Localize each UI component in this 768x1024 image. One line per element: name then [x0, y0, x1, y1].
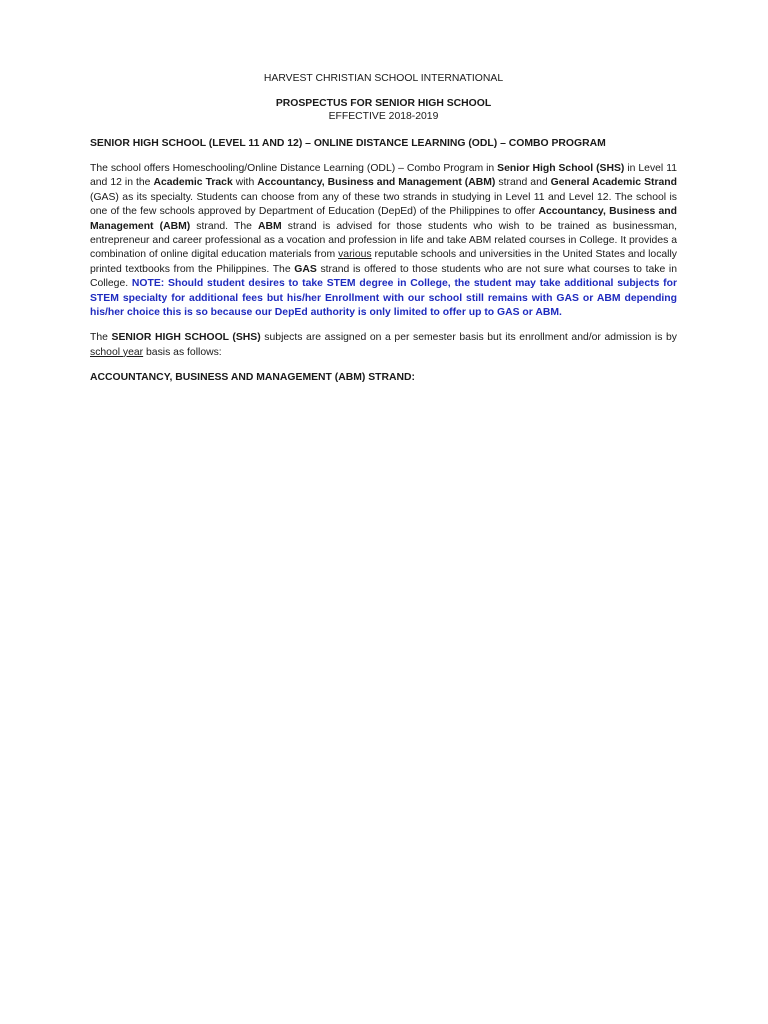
note-text: NOTE: Should student desires to take STEM degree in College, the student may take additional subjects for STEM specialty for additional fees but his/her Enrollment with our school still remains with GAS or ABM depending his/her choice this is so because our DepEd authority is only limited to offer up to GAS or ABM.	[90, 278, 677, 319]
bold-run: SENIOR HIGH SCHOOL (SHS)	[111, 332, 261, 344]
effective-date: EFFECTIVE 2018-2019	[328, 111, 439, 122]
text-run: with	[232, 177, 258, 189]
text-run: reputable schools and universities in the United States and locally printed textbooks from the Philippines. The	[90, 249, 677, 275]
bold-run: GAS	[294, 263, 317, 275]
underlined-run: various	[338, 249, 372, 261]
prospectus-title: PROSPECTUS FOR SENIOR HIGH SCHOOL	[275, 98, 492, 109]
school-name: HARVEST CHRISTIAN SCHOOL INTERNATIONAL	[263, 73, 504, 84]
bold-run: Academic Track	[153, 177, 233, 189]
text-run: strand. The	[190, 220, 258, 232]
text-run: (GAS) as its specialty. Students can choose from any of these two strands in studying in Level 11 and Level 12. The school is one of the few schools approved by Department of Education (DepEd) of the Philippines to offer	[90, 191, 677, 218]
text-run: strand is offered to those students who are not sure what courses to take in College.	[90, 263, 677, 290]
bold-run: Accountancy, Business and Management (ABM)	[257, 177, 496, 189]
bold-run: Senior High School (SHS)	[497, 163, 625, 174]
bold-run: General Academic Strand	[550, 177, 677, 189]
underlined-run: school year	[90, 346, 144, 358]
intro-paragraph	[90, 162, 677, 320]
text-run: basis as follows:	[143, 346, 222, 358]
text-run: strand and	[495, 177, 551, 189]
text-run: in Level 11 and 12 in the	[90, 163, 677, 189]
strand-title: ACCOUNTANCY, BUSINESS AND MANAGEMENT (ABM) STRAND:	[90, 372, 415, 384]
bold-run: ABM	[258, 220, 282, 232]
text-run: The school offers Homeschooling/Online Distance Learning (ODL) – Combo Program in	[90, 163, 498, 174]
text-run: The	[90, 332, 112, 344]
section-title: SENIOR HIGH SCHOOL (LEVEL 11 AND 12) – ONLINE DISTANCE LEARNING (ODL) – COMBO PROGRAM	[90, 138, 606, 149]
bold-run: Accountancy, Business and Management (ABM)	[90, 206, 677, 232]
text-run: strand is advised for those students who wish to be trained as businessman, entrepreneur and career professional as a vocation and profession in life and take ABM related courses in College. It provides a combination of online digital education materials from	[90, 220, 677, 261]
text-run: subjects are assigned on a per semester basis but its enrollment and/or admission is by	[260, 332, 677, 344]
enrollment-paragraph	[90, 331, 677, 360]
